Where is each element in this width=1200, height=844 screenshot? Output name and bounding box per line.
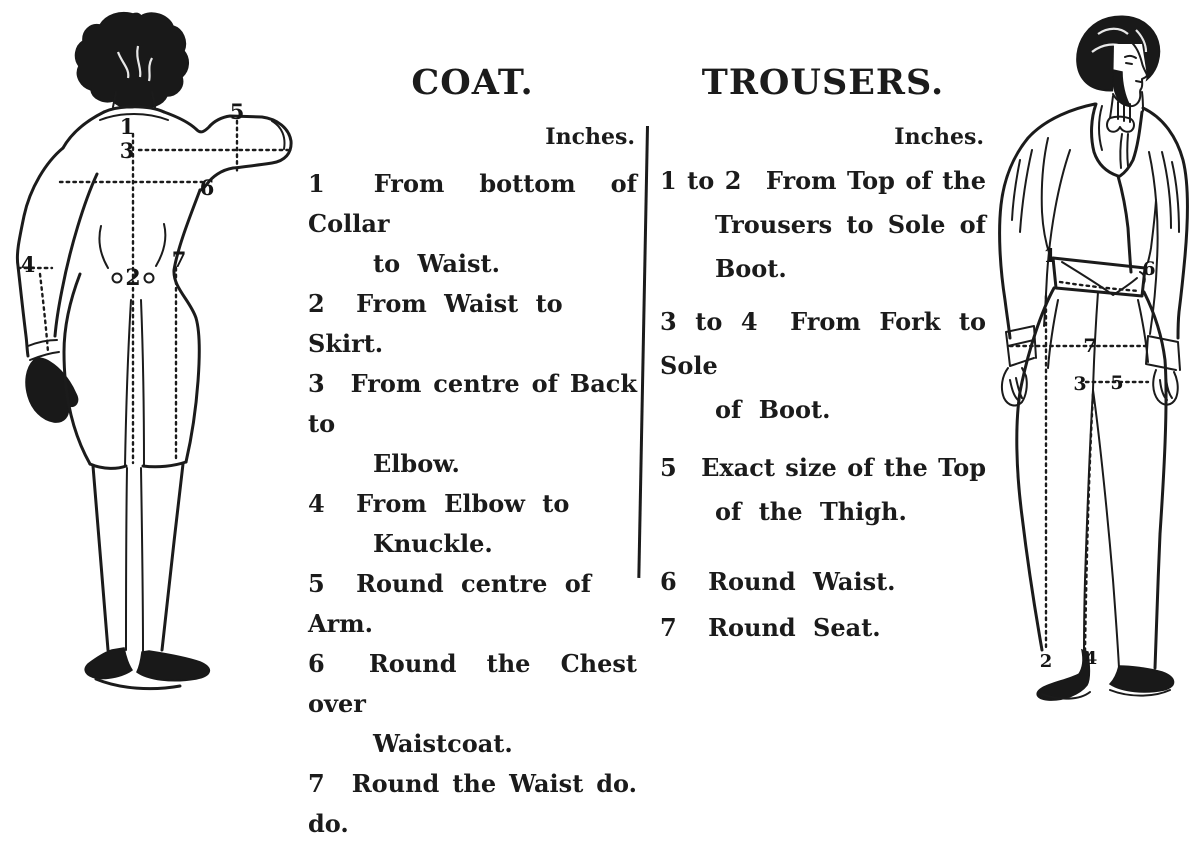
trousers-front-figure [950, 0, 1200, 718]
waistcoat [1092, 104, 1118, 176]
shoe [1110, 666, 1174, 692]
trousers-item-4: 6 Round Waist. [660, 567, 896, 596]
coat-button [113, 274, 122, 283]
trousers-item-5: 7 Round Seat. [660, 613, 881, 642]
point-label-1: 1 [119, 114, 135, 139]
coat-item-5: 5 Round centre of Arm. [308, 569, 592, 638]
coat-back-figure [0, 0, 300, 718]
shoe [85, 648, 132, 679]
point-label-2: 2 [1039, 651, 1053, 672]
point-label-5: 5 [1110, 372, 1124, 394]
point-label-6: 6 [1142, 258, 1156, 280]
coat-item-7: 7 Round the Waist do. do. [308, 769, 637, 838]
point-label-3: 3 [1073, 373, 1087, 395]
hair [76, 13, 189, 108]
coat-item-4: 4 From Elbow to Knuckle. [308, 489, 570, 558]
coat-item-1: 1 From bottom of Collar to Waist. [308, 169, 637, 278]
trousers-front-figure-svg [950, 0, 1200, 718]
point-label-4: 4 [1084, 648, 1098, 669]
trousers-unit-label: Inches. [894, 124, 984, 150]
trousers-item-1: 1 to 2 From Top of the Trousers to Sole of Boot. [660, 166, 987, 283]
coat-back-figure-svg [0, 0, 300, 718]
coat-button [145, 274, 154, 283]
point-label-6: 6 [199, 175, 215, 200]
point-label-4: 4 [20, 252, 36, 277]
coat-measure-list [308, 164, 637, 844]
trousers-item-3: 5 Exact size of the Top of the Thigh. [660, 453, 986, 526]
point-label-1: 1 [1043, 245, 1057, 267]
coat-unit-label: Inches. [545, 124, 635, 150]
coat-title: COAT. [411, 62, 534, 103]
coat-item-6: 6 Round the Chest over Waistcoat. [308, 649, 637, 758]
point-label-3: 3 [119, 138, 135, 163]
coat-item-3: 3 From centre of Back to Elbow. [308, 369, 637, 478]
point-label-7: 7 [1083, 335, 1097, 357]
trousers-item-2: 3 to 4 From Fork to Sole of Boot. [660, 307, 986, 424]
coat-item-2: 2 From Waist to Skirt. [308, 289, 563, 358]
point-label-7: 7 [171, 247, 187, 272]
column-divider-rule [637, 126, 649, 578]
point-label-2: 2 [125, 265, 141, 291]
point-label-5: 5 [229, 99, 245, 124]
trousers-measure-list [660, 159, 986, 650]
trousers-title: TROUSERS. [701, 62, 945, 103]
bow-tie [1107, 117, 1134, 132]
shoe [137, 651, 209, 681]
